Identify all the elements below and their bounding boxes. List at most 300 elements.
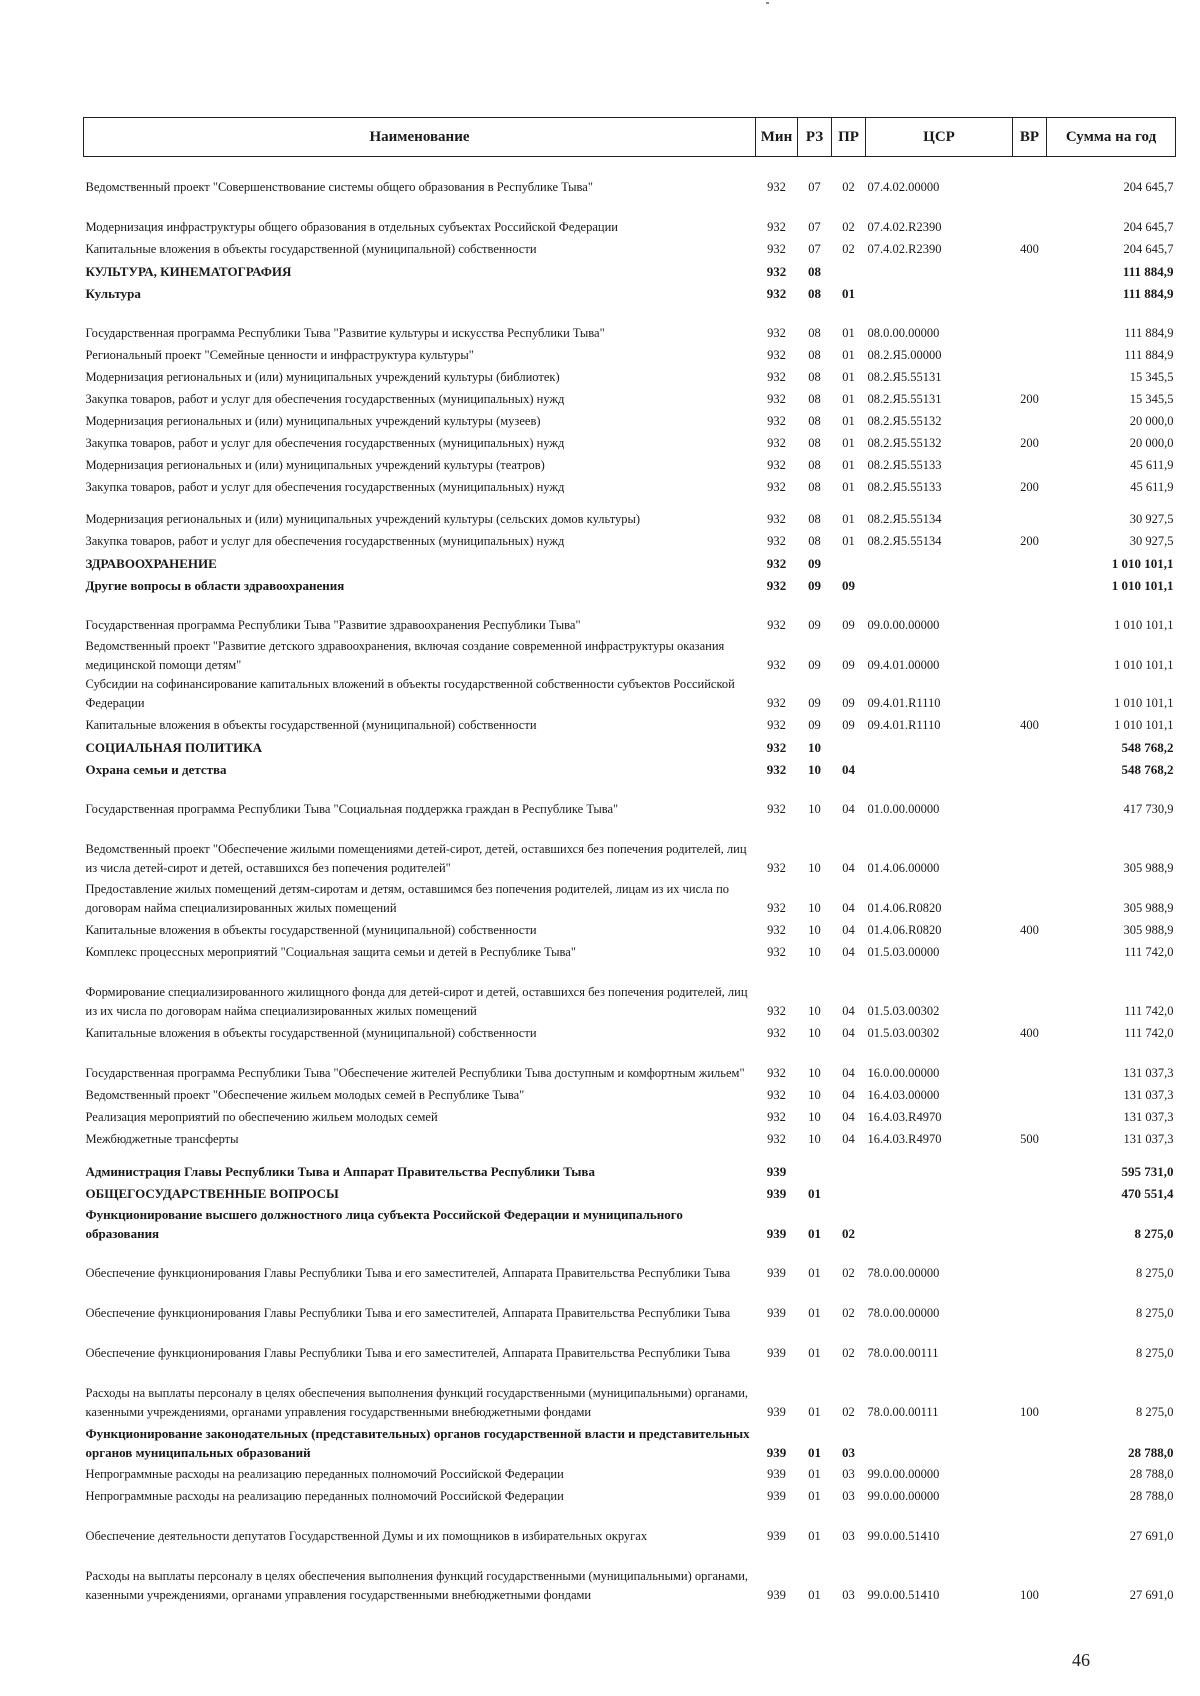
row-rz: 08 <box>808 512 821 526</box>
row-sum: 15 345,5 <box>1129 392 1174 406</box>
row-rz: 07 <box>808 180 821 194</box>
row-vr <box>1013 1243 1047 1283</box>
row-min: 932 <box>767 242 786 256</box>
row-vr <box>1013 197 1047 237</box>
row-rz: 01 <box>808 1445 821 1460</box>
row-rz: 10 <box>808 740 821 755</box>
row-vr <box>1013 1043 1047 1083</box>
row-name: Государственная программа Республики Тыва "Развитие культуры и искусства Республики Тыва" <box>85 326 605 340</box>
row-min: 932 <box>766 762 787 777</box>
row-sum: 45 611,9 <box>1130 480 1174 494</box>
row-vr <box>1013 1283 1047 1323</box>
row-csr: 08.2.Я5.55131 <box>867 370 942 384</box>
row-name: Расходы на выплаты персоналу в целях обеспечения выполнения функций государственными (муниципальными) органами, казенными учреждениями, органами управления государственными внебюджетными фондами <box>85 1386 749 1419</box>
row-vr <box>1013 595 1047 635</box>
row-csr <box>866 573 1013 595</box>
row-pr: 04 <box>842 1132 855 1146</box>
row-name: Обеспечение функционирования Главы Республики Тыва и его заместителей, Аппарата Правительства Республики Тыва <box>85 1266 731 1280</box>
row-min: 932 <box>767 945 786 959</box>
row-vr <box>1013 453 1047 475</box>
row-csr: 01.4.06.R0820 <box>867 901 942 915</box>
row-sum: 15 345,5 <box>1129 370 1174 384</box>
row-sum: 111 742,0 <box>1124 945 1174 959</box>
row-name: Другие вопросы в области здравоохранения <box>85 578 345 593</box>
row-rz: 08 <box>808 264 821 279</box>
row-name: Закупка товаров, работ и услуг для обеспечения государственных (муниципальных) нужд <box>85 534 565 548</box>
row-rz: 08 <box>808 480 821 494</box>
row-name: Ведомственный проект "Обеспечение жильем молодых семей в Республике Тыва" <box>85 1088 525 1102</box>
row-min: 932 <box>767 414 786 428</box>
row-min: 939 <box>767 1489 786 1503</box>
row-pr: 09 <box>842 658 855 672</box>
row-rz <box>798 1149 832 1181</box>
row-rz: 01 <box>808 1489 821 1503</box>
row-sum: 1 010 101,1 <box>1114 718 1174 732</box>
row-pr: 01 <box>842 458 855 472</box>
row-csr: 09.4.01.00000 <box>867 658 940 672</box>
row-pr: 01 <box>842 480 855 494</box>
row-name: Реализация мероприятий по обеспечению жильем молодых семей <box>85 1110 438 1124</box>
row-name: Закупка товаров, работ и услуг для обеспечения государственных (муниципальных) нужд <box>85 436 565 450</box>
row-sum: 1 010 101,1 <box>1111 556 1174 571</box>
row-min: 932 <box>767 901 786 915</box>
row-min: 932 <box>767 802 786 816</box>
row-name: ОБЩЕГОСУДАРСТВЕННЫЕ ВОПРОСЫ <box>85 1186 339 1201</box>
row-pr: 04 <box>842 923 855 937</box>
row-rz: 01 <box>808 1467 821 1481</box>
row-pr <box>832 259 866 281</box>
scan-mark <box>766 2 769 4</box>
row-sum: 305 988,9 <box>1123 923 1174 937</box>
row-min: 932 <box>767 1066 786 1080</box>
row-csr <box>866 735 1013 757</box>
row-pr: 04 <box>842 945 855 959</box>
row-pr: 04 <box>842 1066 855 1080</box>
row-csr: 16.4.03.R4970 <box>867 1132 942 1146</box>
row-rz: 08 <box>808 436 821 450</box>
row-rz: 10 <box>808 1110 821 1124</box>
row-min: 932 <box>767 180 786 194</box>
header-name: Наименование <box>84 118 756 157</box>
row-sum: 8 275,0 <box>1136 1306 1174 1320</box>
row-sum: 28 788,0 <box>1129 1489 1174 1503</box>
row-min: 939 <box>767 1588 786 1602</box>
row-name: СОЦИАЛЬНАЯ ПОЛИТИКА <box>85 740 263 755</box>
row-vr: 400 <box>1020 923 1039 937</box>
row-sum: 131 037,3 <box>1123 1066 1174 1080</box>
row-min: 939 <box>767 1405 786 1419</box>
row-csr: 01.4.06.00000 <box>867 861 940 875</box>
row-vr <box>1013 1323 1047 1363</box>
row-pr: 03 <box>842 1445 855 1460</box>
row-name: Предоставление жилых помещений детям-сиротам и детям, оставшимся без попечения родителей, лицам из их числа по договорам найма специализированных жилых помещений <box>85 882 730 915</box>
row-rz: 08 <box>808 370 821 384</box>
row-name: Охрана семьи и детства <box>85 762 227 777</box>
row-min: 932 <box>767 370 786 384</box>
row-min: 939 <box>766 1164 787 1179</box>
header-rz: РЗ <box>798 118 832 157</box>
row-name: Модернизация региональных и (или) муниципальных учреждений культуры (театров) <box>85 458 545 472</box>
row-csr: 09.0.00.00000 <box>867 618 940 632</box>
row-name: Ведомственный проект "Обеспечение жилыми помещениями детей-сирот, детей, оставшихся без попечения родителей, лиц из числа детей-сирот и детей, оставшихся без попечения родителей" <box>85 842 747 875</box>
row-rz: 01 <box>808 1346 821 1360</box>
row-min: 932 <box>766 556 787 571</box>
row-rz: 10 <box>808 1004 821 1018</box>
row-pr: 02 <box>842 1346 855 1360</box>
row-pr: 01 <box>842 436 855 450</box>
row-vr <box>1013 1181 1047 1203</box>
row-vr: 200 <box>1020 392 1039 406</box>
row-sum: 8 275,0 <box>1136 1405 1174 1419</box>
row-pr: 04 <box>842 861 855 875</box>
row-vr <box>1013 1149 1047 1181</box>
row-csr: 01.5.03.00302 <box>867 1004 940 1018</box>
row-min: 932 <box>767 1088 786 1102</box>
row-pr: 01 <box>842 414 855 428</box>
row-csr: 99.0.00.00000 <box>867 1489 940 1503</box>
row-csr: 08.2.Я5.55134 <box>867 512 942 526</box>
row-sum: 131 037,3 <box>1123 1110 1174 1124</box>
row-sum: 8 275,0 <box>1134 1226 1174 1241</box>
row-csr: 08.2.Я5.55134 <box>867 534 942 548</box>
row-sum: 1 010 101,1 <box>1111 578 1174 593</box>
row-vr <box>1013 343 1047 365</box>
row-sum: 8 275,0 <box>1136 1266 1174 1280</box>
row-csr: 78.0.00.00111 <box>867 1405 939 1419</box>
row-rz: 01 <box>808 1266 821 1280</box>
row-min: 939 <box>766 1445 787 1460</box>
row-vr <box>1013 635 1047 675</box>
row-rz: 01 <box>808 1186 821 1201</box>
row-name: Государственная программа Республики Тыва "Развитие здравоохранения Республики Тыва" <box>85 618 581 632</box>
row-sum: 111 742,0 <box>1124 1004 1174 1018</box>
row-csr <box>866 1149 1013 1181</box>
row-pr: 01 <box>842 286 855 301</box>
row-name: Государственная программа Республики Тыва "Социальная поддержка граждан в Республике Тыва" <box>85 802 619 816</box>
row-sum: 45 611,9 <box>1130 458 1174 472</box>
row-name: ЗДРАВООХРАНЕНИЕ <box>85 556 217 571</box>
row-rz: 10 <box>808 1088 821 1102</box>
row-rz: 09 <box>808 578 821 593</box>
row-vr <box>1013 757 1047 779</box>
row-rz: 10 <box>808 1026 821 1040</box>
row-min: 932 <box>767 1026 786 1040</box>
row-vr <box>1013 675 1047 713</box>
row-csr: 78.0.00.00000 <box>867 1306 940 1320</box>
header-vr: ВР <box>1013 118 1047 157</box>
row-vr <box>1013 962 1047 1021</box>
row-sum: 30 927,5 <box>1129 534 1174 548</box>
row-csr: 99.0.00.51410 <box>867 1588 940 1602</box>
row-name: Модернизация региональных и (или) муниципальных учреждений культуры (сельских домов культуры) <box>85 512 641 526</box>
row-vr <box>1013 1083 1047 1105</box>
row-rz: 10 <box>808 901 821 915</box>
row-pr: 03 <box>842 1529 855 1543</box>
row-sum: 204 645,7 <box>1123 180 1174 194</box>
row-csr: 01.5.03.00302 <box>867 1026 940 1040</box>
row-name: Непрограммные расходы на реализацию переданных полномочий Российской Федерации <box>85 1467 564 1481</box>
row-pr: 09 <box>842 696 855 710</box>
row-vr <box>1013 157 1047 198</box>
row-pr: 01 <box>842 348 855 362</box>
table-header-row <box>84 118 1176 157</box>
row-csr <box>866 1422 1013 1462</box>
row-pr: 02 <box>842 1266 855 1280</box>
header-min: Мин <box>756 118 798 157</box>
row-name: Функционирование высшего должностного лица субъекта Российской Федерации и муниципального образования <box>85 1207 683 1241</box>
row-rz: 08 <box>808 348 821 362</box>
row-sum: 417 730,9 <box>1123 802 1174 816</box>
row-min: 939 <box>766 1226 787 1241</box>
row-csr: 07.4.02.00000 <box>867 180 940 194</box>
row-pr: 09 <box>842 578 855 593</box>
row-min: 932 <box>766 286 787 301</box>
row-name: Функционирование законодательных (представительных) органов государственной власти и представительных органов муниципальных образований <box>85 1426 750 1460</box>
row-vr <box>1013 365 1047 387</box>
row-rz: 09 <box>808 618 821 632</box>
row-rz: 01 <box>808 1588 821 1602</box>
row-sum: 1 010 101,1 <box>1114 658 1174 672</box>
header-pr: ПР <box>832 118 866 157</box>
row-csr: 16.0.00.00000 <box>867 1066 940 1080</box>
row-pr: 04 <box>842 901 855 915</box>
row-min: 932 <box>766 740 787 755</box>
row-sum: 131 037,3 <box>1123 1088 1174 1102</box>
row-sum: 204 645,7 <box>1123 220 1174 234</box>
row-min: 932 <box>766 578 787 593</box>
row-csr: 78.0.00.00111 <box>867 1346 939 1360</box>
row-sum: 111 742,0 <box>1124 1026 1174 1040</box>
row-name: Обеспечение деятельности депутатов Государственной Думы и их помощников в избирательных округах <box>85 1529 648 1543</box>
row-min: 939 <box>766 1186 787 1201</box>
row-pr: 03 <box>842 1588 855 1602</box>
row-csr <box>866 281 1013 303</box>
row-sum: 30 927,5 <box>1129 512 1174 526</box>
row-name: Ведомственный проект "Развитие детского здравоохранения, включая создание современной инфраструктуры оказания медицинской помощи детям" <box>85 639 725 672</box>
row-csr: 16.4.03.R4970 <box>867 1110 942 1124</box>
row-vr <box>1013 819 1047 878</box>
row-rz: 08 <box>808 326 821 340</box>
row-name: Модернизация инфраструктуры общего образования в отдельных субъектах Российской Федерации <box>85 220 618 234</box>
row-name: Капитальные вложения в объекты государственной (муниципальной) собственности <box>85 923 537 937</box>
row-csr: 99.0.00.00000 <box>867 1467 940 1481</box>
row-name: Ведомственный проект "Совершенствование системы общего образования в Республике Тыва" <box>85 180 593 194</box>
row-pr: 09 <box>842 718 855 732</box>
row-vr: 400 <box>1020 1026 1039 1040</box>
row-pr: 04 <box>842 1088 855 1102</box>
row-name: Субсидии на софинансирование капитальных вложений в объекты государственной собственности субъектов Российской Федерации <box>85 677 735 710</box>
row-min: 939 <box>767 1529 786 1543</box>
row-sum: 20 000,0 <box>1129 414 1174 428</box>
row-sum: 1 010 101,1 <box>1114 618 1174 632</box>
row-vr <box>1013 1422 1047 1462</box>
row-pr: 02 <box>842 220 855 234</box>
row-min: 932 <box>767 436 786 450</box>
row-rz: 10 <box>808 861 821 875</box>
row-vr <box>1013 1462 1047 1484</box>
row-pr: 02 <box>842 1226 855 1241</box>
row-name: Капитальные вложения в объекты государственной (муниципальной) собственности <box>85 242 537 256</box>
row-vr <box>1013 878 1047 918</box>
row-rz: 10 <box>808 1066 821 1080</box>
header-csr: ЦСР <box>866 118 1013 157</box>
row-vr <box>1013 497 1047 529</box>
row-min: 932 <box>767 348 786 362</box>
row-csr: 99.0.00.51410 <box>867 1529 940 1543</box>
row-min: 932 <box>767 618 786 632</box>
row-min: 939 <box>767 1346 786 1360</box>
row-name: Капитальные вложения в объекты государственной (муниципальной) собственности <box>85 718 537 732</box>
row-name: Обеспечение функционирования Главы Республики Тыва и его заместителей, Аппарата Правительства Республики Тыва <box>85 1346 731 1360</box>
row-csr <box>866 1203 1013 1243</box>
row-csr: 08.2.Я5.55132 <box>867 436 942 450</box>
row-rz: 09 <box>808 718 821 732</box>
row-rz: 01 <box>808 1405 821 1419</box>
row-vr <box>1013 1484 1047 1506</box>
row-pr: 01 <box>842 326 855 340</box>
row-pr: 04 <box>842 1004 855 1018</box>
row-name: Государственная программа Республики Тыва "Обеспечение жителей Республики Тыва доступным и комфортным жильем" <box>85 1066 745 1080</box>
row-sum: 111 884,9 <box>1122 286 1174 301</box>
row-vr: 200 <box>1020 480 1039 494</box>
row-vr: 200 <box>1020 534 1039 548</box>
row-name: Региональный проект "Семейные ценности и инфраструктура культуры" <box>85 348 474 362</box>
row-rz: 01 <box>808 1529 821 1543</box>
row-csr <box>866 259 1013 281</box>
row-name: Обеспечение функционирования Главы Республики Тыва и его заместителей, Аппарата Правительства Республики Тыва <box>85 1306 731 1320</box>
row-pr <box>832 551 866 573</box>
row-csr: 16.4.03.00000 <box>867 1088 940 1102</box>
row-pr: 04 <box>842 1026 855 1040</box>
row-rz: 09 <box>808 696 821 710</box>
row-name: Расходы на выплаты персоналу в целях обеспечения выполнения функций государственными (муниципальными) органами, казенными учреждениями, органами управления государственными внебюджетными фондами <box>85 1569 749 1602</box>
row-csr: 78.0.00.00000 <box>867 1266 940 1280</box>
row-name: Культура <box>85 286 141 301</box>
row-vr <box>1013 303 1047 343</box>
row-sum: 28 788,0 <box>1128 1445 1174 1460</box>
row-csr: 09.4.01.R1110 <box>867 718 941 732</box>
row-rz: 01 <box>808 1226 821 1241</box>
row-sum: 111 884,9 <box>1124 326 1174 340</box>
row-rz: 08 <box>808 534 821 548</box>
page-number: 46 <box>1072 1650 1090 1670</box>
row-min: 932 <box>766 264 787 279</box>
row-name: Формирование специализированного жилищного фонда для детей-сирот и детей, оставшихся без попечения родителей, лиц из их числа по договорам найма специализированных жилых помещений <box>85 985 748 1018</box>
row-csr: 08.2.Я5.55132 <box>867 414 942 428</box>
row-min: 932 <box>767 696 786 710</box>
row-vr: 400 <box>1020 718 1039 732</box>
row-pr: 01 <box>842 512 855 526</box>
row-min: 932 <box>767 658 786 672</box>
row-min: 932 <box>767 1132 786 1146</box>
row-vr <box>1013 1203 1047 1243</box>
row-sum: 548 768,2 <box>1121 740 1174 755</box>
row-csr: 08.2.Я5.55131 <box>867 392 942 406</box>
row-pr: 03 <box>842 1467 855 1481</box>
row-sum: 548 768,2 <box>1121 762 1174 777</box>
row-pr <box>832 1181 866 1203</box>
budget-table <box>83 117 1176 1605</box>
row-vr: 200 <box>1020 436 1039 450</box>
row-pr: 04 <box>842 762 855 777</box>
row-sum: 8 275,0 <box>1136 1346 1174 1360</box>
row-rz: 08 <box>808 392 821 406</box>
row-pr: 01 <box>842 392 855 406</box>
row-name: Модернизация региональных и (или) муниципальных учреждений культуры (музеев) <box>85 414 541 428</box>
row-pr: 01 <box>842 370 855 384</box>
row-min: 932 <box>767 1110 786 1124</box>
row-min: 932 <box>767 480 786 494</box>
row-vr <box>1013 1105 1047 1127</box>
row-vr <box>1013 1506 1047 1546</box>
row-pr <box>832 735 866 757</box>
row-sum: 305 988,9 <box>1123 861 1174 875</box>
row-vr <box>1013 573 1047 595</box>
row-rz: 10 <box>808 1132 821 1146</box>
row-sum: 111 884,9 <box>1122 264 1174 279</box>
row-sum: 28 788,0 <box>1129 1467 1174 1481</box>
row-name: Непрограммные расходы на реализацию переданных полномочий Российской Федерации <box>85 1489 564 1503</box>
row-pr <box>832 1149 866 1181</box>
row-rz: 08 <box>808 414 821 428</box>
row-vr: 400 <box>1020 242 1039 256</box>
row-name: Закупка товаров, работ и услуг для обеспечения государственных (муниципальных) нужд <box>85 480 565 494</box>
row-pr: 04 <box>842 802 855 816</box>
row-pr: 03 <box>842 1489 855 1503</box>
row-min: 932 <box>767 923 786 937</box>
row-pr: 02 <box>842 242 855 256</box>
row-rz: 01 <box>808 1306 821 1320</box>
row-rz: 09 <box>808 658 821 672</box>
row-sum: 305 988,9 <box>1123 901 1174 915</box>
row-sum: 470 551,4 <box>1121 1186 1174 1201</box>
row-min: 932 <box>767 861 786 875</box>
row-vr: 100 <box>1020 1588 1039 1602</box>
row-csr: 08.2.Я5.55133 <box>867 458 942 472</box>
row-csr: 01.4.06.R0820 <box>867 923 942 937</box>
row-min: 939 <box>767 1266 786 1280</box>
row-min: 932 <box>767 458 786 472</box>
row-pr: 02 <box>842 1405 855 1419</box>
row-pr: 01 <box>842 534 855 548</box>
row-rz: 10 <box>808 802 821 816</box>
row-sum: 27 691,0 <box>1129 1588 1174 1602</box>
header-sum: Сумма на год <box>1047 118 1176 157</box>
row-csr <box>866 757 1013 779</box>
row-csr: 07.4.02.R2390 <box>867 220 942 234</box>
row-name: КУЛЬТУРА, КИНЕМАТОГРАФИЯ <box>85 264 292 279</box>
row-name: Администрация Главы Республики Тыва и Аппарат Правительства Республики Тыва <box>85 1164 595 1179</box>
row-csr: 08.0.00.00000 <box>867 326 940 340</box>
row-csr <box>866 551 1013 573</box>
row-name: Закупка товаров, работ и услуг для обеспечения государственных (муниципальных) нужд <box>85 392 565 406</box>
row-csr: 09.4.01.R1110 <box>867 696 941 710</box>
row-rz: 07 <box>808 220 821 234</box>
row-csr: 01.5.03.00000 <box>867 945 940 959</box>
row-pr: 02 <box>842 180 855 194</box>
row-sum: 111 884,9 <box>1124 348 1174 362</box>
row-csr <box>866 1181 1013 1203</box>
row-min: 932 <box>767 392 786 406</box>
row-vr: 500 <box>1020 1132 1039 1146</box>
row-name: Капитальные вложения в объекты государственной (муниципальной) собственности <box>85 1026 537 1040</box>
row-min: 932 <box>767 534 786 548</box>
row-csr: 08.2.Я5.00000 <box>867 348 942 362</box>
row-min: 932 <box>767 326 786 340</box>
row-min: 939 <box>767 1467 786 1481</box>
row-vr: 100 <box>1020 1405 1039 1419</box>
row-sum: 595 731,0 <box>1121 1164 1174 1179</box>
